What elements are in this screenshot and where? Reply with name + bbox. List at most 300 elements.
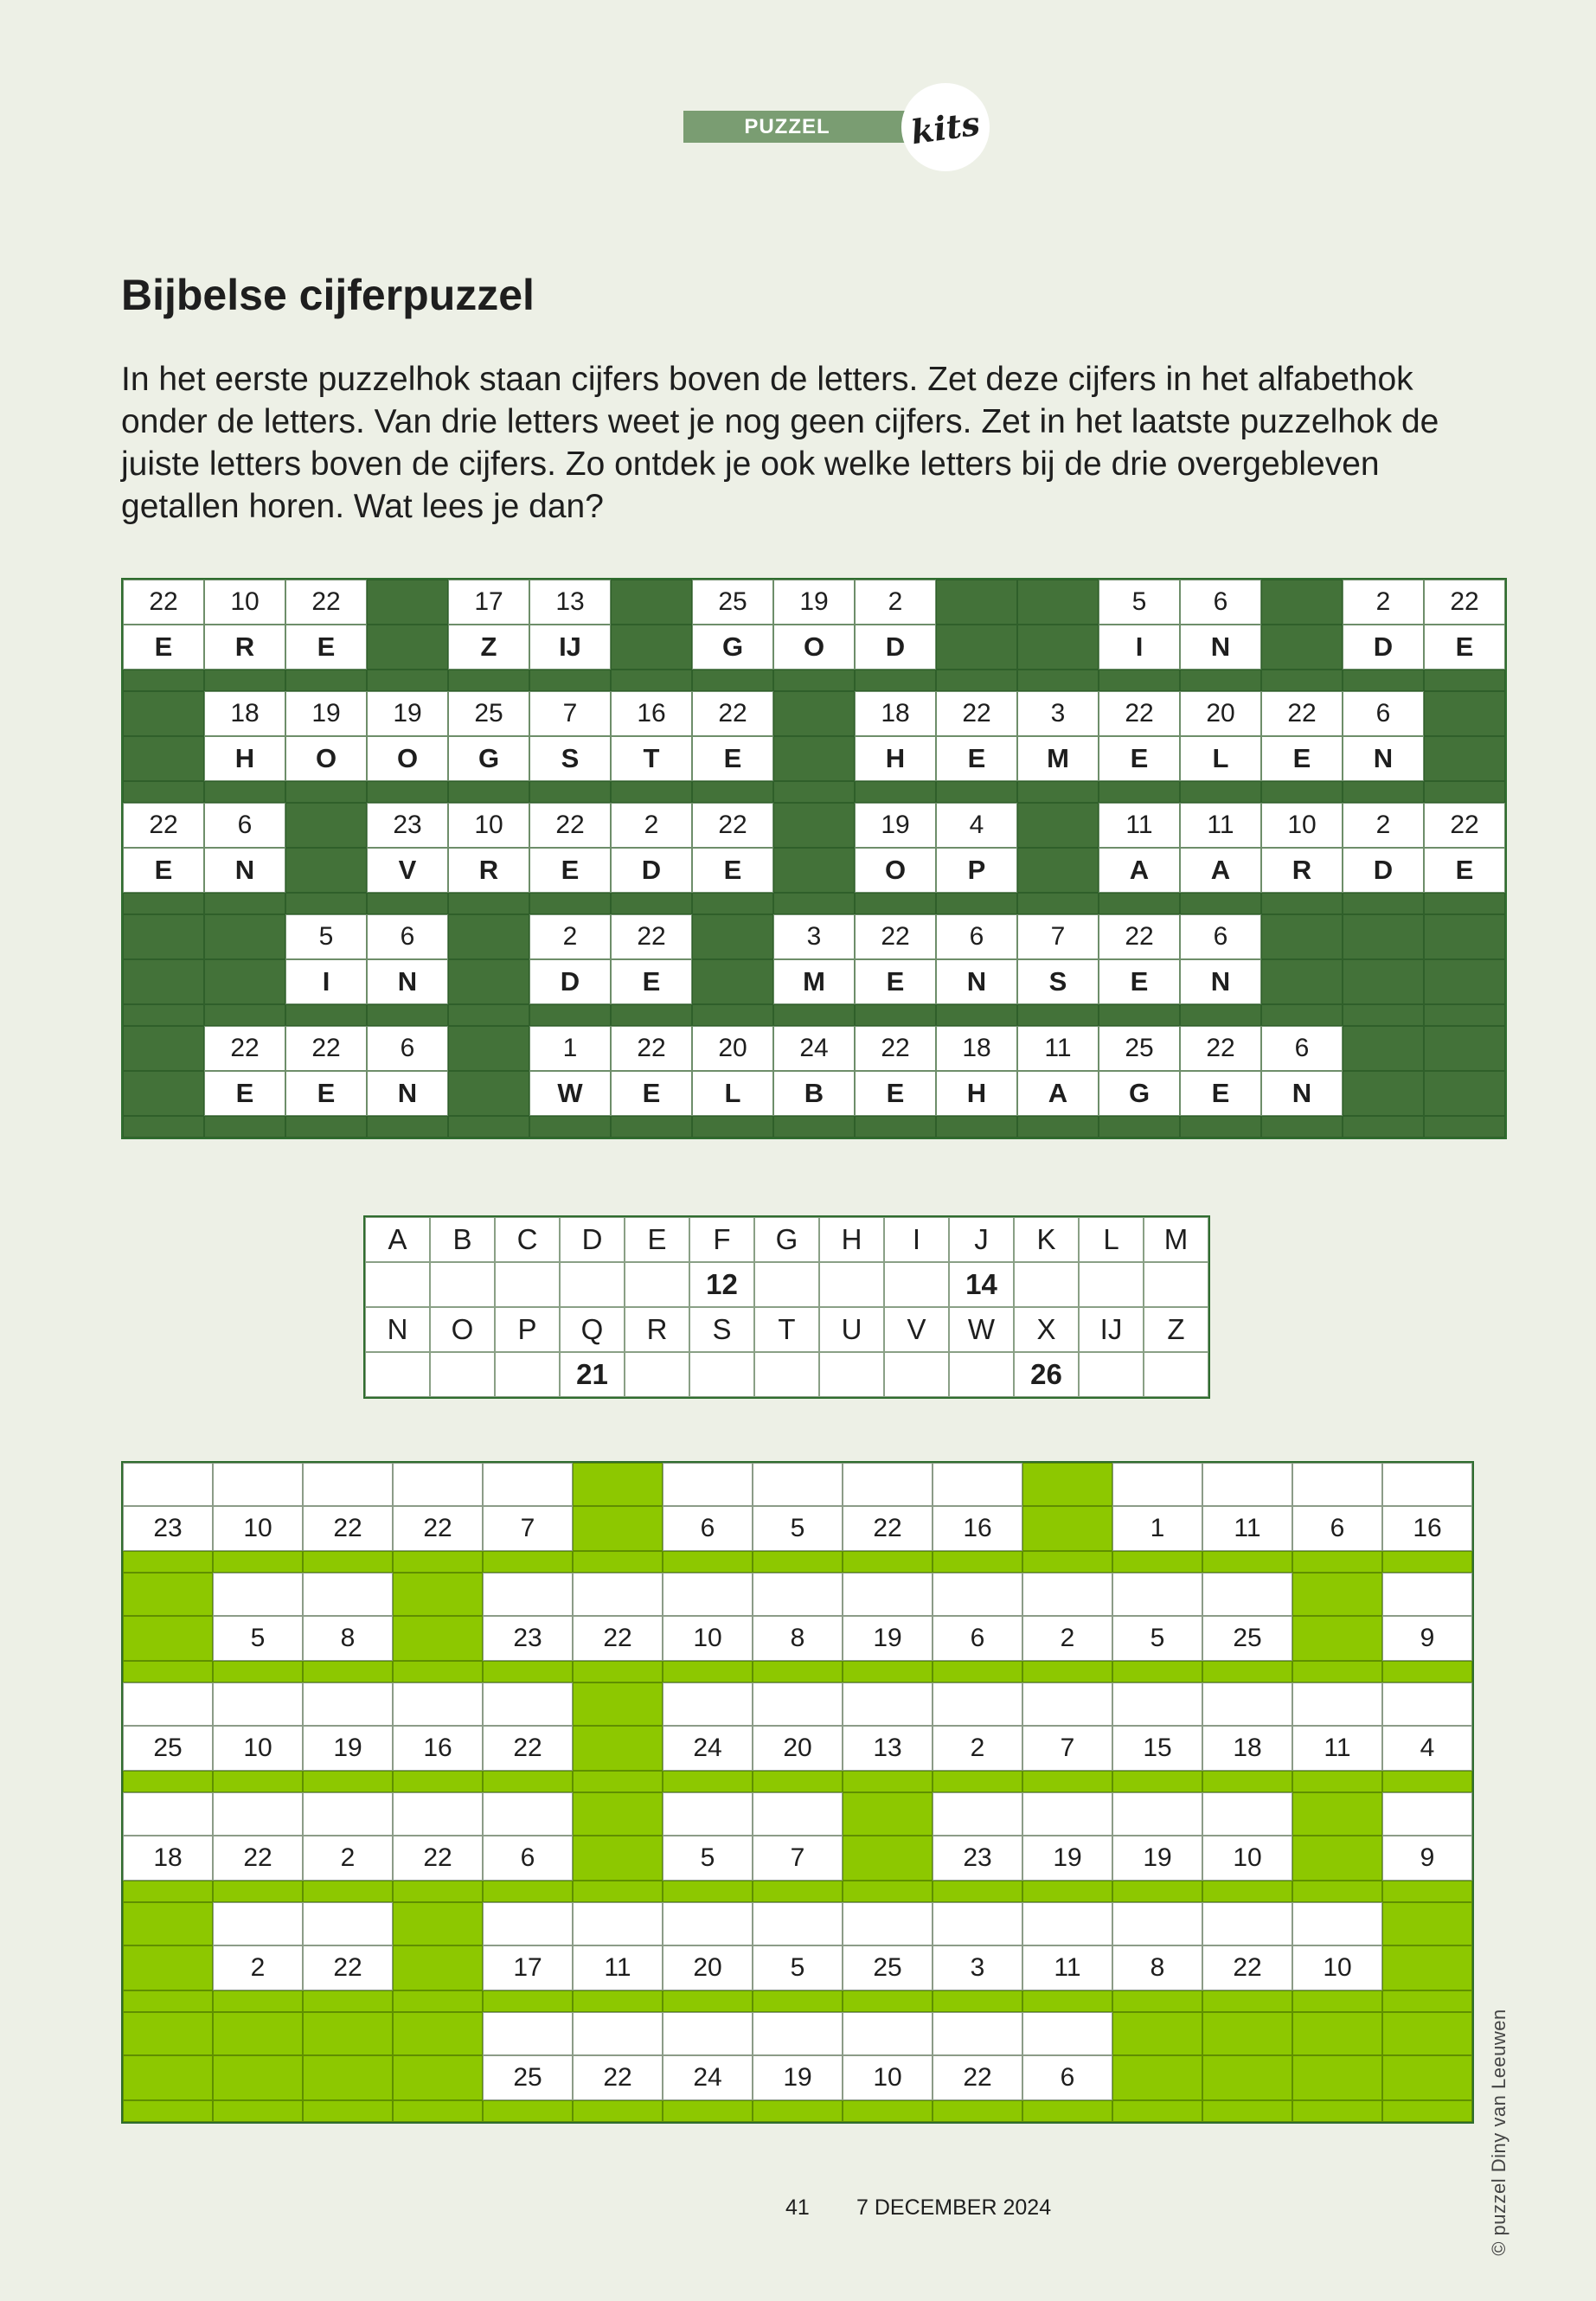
clue-number: 7 xyxy=(1017,914,1099,959)
clue-number: 25 xyxy=(123,1726,213,1771)
spacer-cell xyxy=(611,1004,692,1026)
spacer-cell xyxy=(1424,893,1505,914)
clue-number: 2 xyxy=(529,914,611,959)
clue-number: 10 xyxy=(1261,803,1343,848)
clue-number: 22 xyxy=(1099,691,1180,736)
spacer-cell xyxy=(1022,1661,1112,1682)
answer-box xyxy=(1022,1573,1112,1616)
spacer-cell xyxy=(1382,1771,1472,1792)
answer-box xyxy=(303,1573,393,1616)
alphabet-letter: W xyxy=(949,1307,1014,1352)
spacer-cell xyxy=(213,1551,303,1573)
clue-number: 11 xyxy=(1180,803,1261,848)
block-cell xyxy=(448,959,529,1004)
spacer-cell xyxy=(393,1551,483,1573)
answer-box xyxy=(843,2012,933,2055)
spacer-cell xyxy=(611,1116,692,1138)
clue-number: 10 xyxy=(448,803,529,848)
spacer-cell xyxy=(448,893,529,914)
clue-number: 2 xyxy=(213,1945,303,1990)
clue-number: 6 xyxy=(1022,2055,1112,2100)
spacer-cell xyxy=(123,1551,213,1573)
alphabet-letter: F xyxy=(689,1217,754,1262)
alphabet-number xyxy=(949,1352,1014,1397)
spacer-cell xyxy=(1343,781,1424,803)
copyright-text: © puzzel Diny van Leeuwen xyxy=(1488,2009,1509,2256)
spacer-cell xyxy=(753,2100,843,2122)
solution-letter: E xyxy=(1099,736,1180,781)
block-cell xyxy=(573,1506,663,1551)
spacer-cell xyxy=(529,1116,611,1138)
spacer-cell xyxy=(843,1990,933,2012)
clue-number: 3 xyxy=(933,1945,1022,1990)
spacer-cell xyxy=(123,1116,204,1138)
clue-number: 10 xyxy=(663,1616,753,1661)
block-cell xyxy=(1112,2055,1202,2100)
block-cell xyxy=(573,1836,663,1881)
clue-number: 13 xyxy=(843,1726,933,1771)
alphabet-number xyxy=(430,1262,495,1307)
alphabet-letter: J xyxy=(949,1217,1014,1262)
spacer-cell xyxy=(204,1004,285,1026)
solution-letter: V xyxy=(367,848,448,893)
clue-number: 22 xyxy=(573,1616,663,1661)
clue-number: 6 xyxy=(663,1506,753,1551)
clue-number: 11 xyxy=(1022,1945,1112,1990)
clue-number: 25 xyxy=(448,691,529,736)
solution-letter: N xyxy=(936,959,1017,1004)
clue-number: 7 xyxy=(483,1506,573,1551)
block-cell xyxy=(611,625,692,670)
solution-letter: L xyxy=(1180,736,1261,781)
alphabet-number xyxy=(495,1262,560,1307)
block-cell xyxy=(448,914,529,959)
clue-number: 19 xyxy=(1112,1836,1202,1881)
solution-letter: N xyxy=(367,1071,448,1116)
spacer-cell xyxy=(367,1004,448,1026)
alphabet-letter: L xyxy=(1079,1217,1144,1262)
answer-box xyxy=(933,1792,1022,1836)
clue-number: 16 xyxy=(393,1726,483,1771)
spacer-cell xyxy=(1017,1004,1099,1026)
solution-letter: E xyxy=(855,959,936,1004)
answer-box xyxy=(663,1902,753,1945)
block-cell xyxy=(773,848,855,893)
spacer-cell xyxy=(573,1771,663,1792)
block-cell xyxy=(123,736,204,781)
solution-letter: T xyxy=(611,736,692,781)
clue-number: 5 xyxy=(1112,1616,1202,1661)
solution-letter: O xyxy=(285,736,367,781)
answer-box xyxy=(843,1463,933,1506)
block-cell xyxy=(1112,2012,1202,2055)
spacer-cell xyxy=(213,1881,303,1902)
spacer-cell xyxy=(1202,1551,1292,1573)
spacer-cell xyxy=(1261,781,1343,803)
answer-box xyxy=(663,1682,753,1726)
clue-number: 22 xyxy=(285,1026,367,1071)
spacer-cell xyxy=(1180,1116,1261,1138)
block-cell xyxy=(123,691,204,736)
block-cell xyxy=(393,1945,483,1990)
answer-box xyxy=(573,1902,663,1945)
block-cell xyxy=(1424,1026,1505,1071)
block-cell xyxy=(1017,803,1099,848)
spacer-cell xyxy=(692,670,773,691)
clue-number: 25 xyxy=(1202,1616,1292,1661)
block-cell xyxy=(573,1726,663,1771)
spacer-cell xyxy=(393,1661,483,1682)
clue-number: 18 xyxy=(936,1026,1017,1071)
spacer-cell xyxy=(855,781,936,803)
issue-date: 7 DECEMBER 2024 xyxy=(856,2195,1052,2220)
clue-number: 19 xyxy=(753,2055,843,2100)
spacer-cell xyxy=(529,670,611,691)
solution-letter: H xyxy=(855,736,936,781)
block-cell xyxy=(1424,691,1505,736)
answer-box xyxy=(843,1573,933,1616)
spacer-cell xyxy=(843,2100,933,2122)
spacer-cell xyxy=(611,893,692,914)
spacer-cell xyxy=(529,1004,611,1026)
block-cell xyxy=(123,1026,204,1071)
spacer-cell xyxy=(1261,670,1343,691)
solution-letter: O xyxy=(773,625,855,670)
spacer-cell xyxy=(1022,1551,1112,1573)
spacer-cell xyxy=(393,1990,483,2012)
solution-letter: R xyxy=(448,848,529,893)
spacer-cell xyxy=(1261,893,1343,914)
block-cell xyxy=(123,2055,213,2100)
block-cell xyxy=(773,803,855,848)
spacer-cell xyxy=(1424,670,1505,691)
solution-letter: E xyxy=(936,736,1017,781)
clue-number: 22 xyxy=(855,914,936,959)
answer-box xyxy=(1022,1792,1112,1836)
clue-number: 22 xyxy=(936,691,1017,736)
spacer-cell xyxy=(213,1771,303,1792)
alphabet-letter: T xyxy=(754,1307,819,1352)
spacer-cell xyxy=(1180,670,1261,691)
alphabet-grid xyxy=(363,1215,1210,1399)
spacer-cell xyxy=(663,1881,753,1902)
alphabet-number xyxy=(884,1262,949,1307)
block-cell xyxy=(1343,914,1424,959)
clue-number: 25 xyxy=(1099,1026,1180,1071)
clue-number: 7 xyxy=(753,1836,843,1881)
answer-box xyxy=(483,1792,573,1836)
alphabet-letter: G xyxy=(754,1217,819,1262)
puzzle-grid-empty xyxy=(121,1461,1474,2124)
clue-number: 7 xyxy=(1022,1726,1112,1771)
answer-box xyxy=(213,1682,303,1726)
block-cell xyxy=(1202,2012,1292,2055)
clue-number: 11 xyxy=(573,1945,663,1990)
spacer-cell xyxy=(1343,1004,1424,1026)
clue-number: 22 xyxy=(1202,1945,1292,1990)
spacer-cell xyxy=(753,1990,843,2012)
spacer-cell xyxy=(303,1661,393,1682)
spacer-cell xyxy=(663,1551,753,1573)
spacer-cell xyxy=(1382,1990,1472,2012)
spacer-cell xyxy=(367,893,448,914)
spacer-cell xyxy=(1292,1990,1382,2012)
clue-number: 5 xyxy=(285,914,367,959)
clue-number: 10 xyxy=(204,580,285,625)
intro-text: In het eerste puzzelhok staan cijfers boven de letters. Zet deze cijfers in het alfabethok onder de letters. Van drie letters weet je nog geen cijfers. Zet in het laatste puzzelhok de juiste letters boven de cijfers. Zo ontdek je ook welke letters bij de drie overgebleven getallen horen. Wat lees je dan? xyxy=(121,361,1439,525)
alphabet-number xyxy=(1144,1352,1208,1397)
spacer-cell xyxy=(285,893,367,914)
clue-number: 19 xyxy=(303,1726,393,1771)
spacer-cell xyxy=(936,893,1017,914)
spacer-cell xyxy=(1261,1004,1343,1026)
spacer-cell xyxy=(1017,781,1099,803)
solution-letter: O xyxy=(855,848,936,893)
alphabet-letter: O xyxy=(430,1307,495,1352)
block-cell xyxy=(1017,580,1099,625)
answer-box xyxy=(573,1573,663,1616)
clue-number: 2 xyxy=(1343,803,1424,848)
spacer-cell xyxy=(1112,1551,1202,1573)
solution-letter: E xyxy=(123,625,204,670)
answer-box xyxy=(1292,1682,1382,1726)
answer-box xyxy=(663,1463,753,1506)
block-cell xyxy=(303,2055,393,2100)
alphabet-letter: D xyxy=(560,1217,625,1262)
clue-number: 8 xyxy=(303,1616,393,1661)
spacer-cell xyxy=(1424,1004,1505,1026)
spacer-cell xyxy=(933,1990,1022,2012)
clue-number: 10 xyxy=(843,2055,933,2100)
spacer-cell xyxy=(303,1771,393,1792)
spacer-cell xyxy=(393,1881,483,1902)
spacer-cell xyxy=(663,1771,753,1792)
clue-number: 16 xyxy=(933,1506,1022,1551)
answer-box xyxy=(1112,1682,1202,1726)
puzzle-grid-solved xyxy=(121,578,1507,1139)
spacer-cell xyxy=(448,1004,529,1026)
clue-number: 25 xyxy=(692,580,773,625)
clue-number: 4 xyxy=(1382,1726,1472,1771)
answer-box xyxy=(1202,1792,1292,1836)
clue-number: 22 xyxy=(692,803,773,848)
block-cell xyxy=(1424,736,1505,781)
alphabet-letter: A xyxy=(365,1217,430,1262)
spacer-cell xyxy=(1292,1661,1382,1682)
clue-number: 24 xyxy=(663,1726,753,1771)
alphabet-number xyxy=(560,1262,625,1307)
spacer-cell xyxy=(204,893,285,914)
spacer-cell xyxy=(1382,1551,1472,1573)
spacer-cell xyxy=(1424,1116,1505,1138)
solution-letter: D xyxy=(529,959,611,1004)
clue-number: 5 xyxy=(663,1836,753,1881)
spacer-cell xyxy=(1022,1990,1112,2012)
spacer-cell xyxy=(1099,1116,1180,1138)
block-cell xyxy=(1022,1506,1112,1551)
block-cell xyxy=(936,625,1017,670)
answer-box xyxy=(1382,1792,1472,1836)
solution-letter: E xyxy=(123,848,204,893)
solution-letter: E xyxy=(285,625,367,670)
clue-number: 2 xyxy=(855,580,936,625)
alphabet-number xyxy=(625,1262,689,1307)
clue-number: 11 xyxy=(1292,1726,1382,1771)
spacer-cell xyxy=(1099,670,1180,691)
solution-letter: E xyxy=(855,1071,936,1116)
answer-box xyxy=(753,1792,843,1836)
solution-letter: D xyxy=(855,625,936,670)
clue-number: 20 xyxy=(1180,691,1261,736)
block-cell xyxy=(573,1682,663,1726)
clue-number: 22 xyxy=(393,1836,483,1881)
clue-number: 18 xyxy=(123,1836,213,1881)
answer-box xyxy=(1022,1902,1112,1945)
clue-number: 23 xyxy=(123,1506,213,1551)
clue-number: 22 xyxy=(529,803,611,848)
block-cell xyxy=(204,914,285,959)
spacer-cell xyxy=(213,1661,303,1682)
solution-letter: E xyxy=(529,848,611,893)
block-cell xyxy=(1382,1945,1472,1990)
clue-number: 13 xyxy=(529,580,611,625)
spacer-cell xyxy=(1343,1116,1424,1138)
answer-box xyxy=(303,1792,393,1836)
block-cell xyxy=(285,848,367,893)
spacer-cell xyxy=(1292,1551,1382,1573)
spacer-cell xyxy=(1017,893,1099,914)
spacer-cell xyxy=(1202,1881,1292,1902)
block-cell xyxy=(611,580,692,625)
answer-box xyxy=(1202,1463,1292,1506)
block-cell xyxy=(393,1616,483,1661)
answer-box xyxy=(843,1902,933,1945)
solution-letter: A xyxy=(1017,1071,1099,1116)
clue-number: 17 xyxy=(448,580,529,625)
alphabet-number xyxy=(884,1352,949,1397)
answer-box xyxy=(393,1463,483,1506)
clue-number: 9 xyxy=(1382,1616,1472,1661)
spacer-cell xyxy=(483,2100,573,2122)
spacer-cell xyxy=(692,781,773,803)
alphabet-number xyxy=(1079,1352,1144,1397)
answer-box xyxy=(303,1902,393,1945)
spacer-cell xyxy=(213,1990,303,2012)
answer-box xyxy=(213,1463,303,1506)
clue-number: 10 xyxy=(213,1506,303,1551)
spacer-cell xyxy=(573,2100,663,2122)
solution-letter: D xyxy=(1343,848,1424,893)
clue-number: 7 xyxy=(529,691,611,736)
answer-box xyxy=(1202,1902,1292,1945)
block-cell xyxy=(1261,580,1343,625)
answer-box xyxy=(393,1682,483,1726)
answer-box xyxy=(753,1902,843,1945)
clue-number: 20 xyxy=(692,1026,773,1071)
spacer-cell xyxy=(483,1881,573,1902)
block-cell xyxy=(213,2012,303,2055)
answer-box xyxy=(213,1902,303,1945)
spacer-cell xyxy=(933,1661,1022,1682)
alphabet-letter: X xyxy=(1014,1307,1079,1352)
spacer-cell xyxy=(123,1771,213,1792)
block-cell xyxy=(393,1902,483,1945)
clue-number: 11 xyxy=(1017,1026,1099,1071)
clue-number: 5 xyxy=(753,1945,843,1990)
block-cell xyxy=(303,2012,393,2055)
solution-letter: D xyxy=(1343,625,1424,670)
clue-number: 2 xyxy=(611,803,692,848)
spacer-cell xyxy=(1292,2100,1382,2122)
spacer-cell xyxy=(123,893,204,914)
spacer-cell xyxy=(1292,1881,1382,1902)
clue-number: 22 xyxy=(303,1945,393,1990)
block-cell xyxy=(1292,1792,1382,1836)
clue-number: 22 xyxy=(843,1506,933,1551)
answer-box xyxy=(573,2012,663,2055)
block-cell xyxy=(1382,2012,1472,2055)
spacer-cell xyxy=(448,1116,529,1138)
spacer-cell xyxy=(843,1661,933,1682)
spacer-cell xyxy=(123,1004,204,1026)
block-cell xyxy=(936,580,1017,625)
clue-number: 6 xyxy=(936,914,1017,959)
clue-number: 6 xyxy=(1180,914,1261,959)
block-cell xyxy=(393,1573,483,1616)
alphabet-number xyxy=(365,1352,430,1397)
block-cell xyxy=(843,1836,933,1881)
answer-box xyxy=(753,1463,843,1506)
answer-box xyxy=(1112,1463,1202,1506)
spacer-cell xyxy=(1424,781,1505,803)
alphabet-letter: S xyxy=(689,1307,754,1352)
block-cell xyxy=(123,1616,213,1661)
block-cell xyxy=(393,2012,483,2055)
alphabet-number xyxy=(1014,1262,1079,1307)
solution-letter: E xyxy=(1180,1071,1261,1116)
clue-number: 6 xyxy=(1180,580,1261,625)
answer-box xyxy=(1292,1902,1382,1945)
answer-box xyxy=(303,1682,393,1726)
spacer-cell xyxy=(933,1551,1022,1573)
clue-number: 6 xyxy=(1261,1026,1343,1071)
spacer-cell xyxy=(1202,1661,1292,1682)
alphabet-number xyxy=(430,1352,495,1397)
solution-letter: E xyxy=(285,1071,367,1116)
clue-number: 19 xyxy=(1022,1836,1112,1881)
clue-number: 25 xyxy=(843,1945,933,1990)
clue-number: 22 xyxy=(1261,691,1343,736)
spacer-cell xyxy=(663,2100,753,2122)
spacer-cell xyxy=(855,1004,936,1026)
spacer-cell xyxy=(285,670,367,691)
clue-number: 22 xyxy=(573,2055,663,2100)
clue-number: 1 xyxy=(1112,1506,1202,1551)
solution-letter: G xyxy=(1099,1071,1180,1116)
answer-box xyxy=(123,1463,213,1506)
spacer-cell xyxy=(753,1771,843,1792)
alphabet-number xyxy=(819,1352,884,1397)
spacer-cell xyxy=(448,781,529,803)
spacer-cell xyxy=(123,781,204,803)
clue-number: 22 xyxy=(692,691,773,736)
spacer-cell xyxy=(1017,670,1099,691)
spacer-cell xyxy=(773,781,855,803)
solution-letter: D xyxy=(611,848,692,893)
clue-number: 17 xyxy=(483,1945,573,1990)
answer-box xyxy=(393,1792,483,1836)
spacer-cell xyxy=(1112,1771,1202,1792)
